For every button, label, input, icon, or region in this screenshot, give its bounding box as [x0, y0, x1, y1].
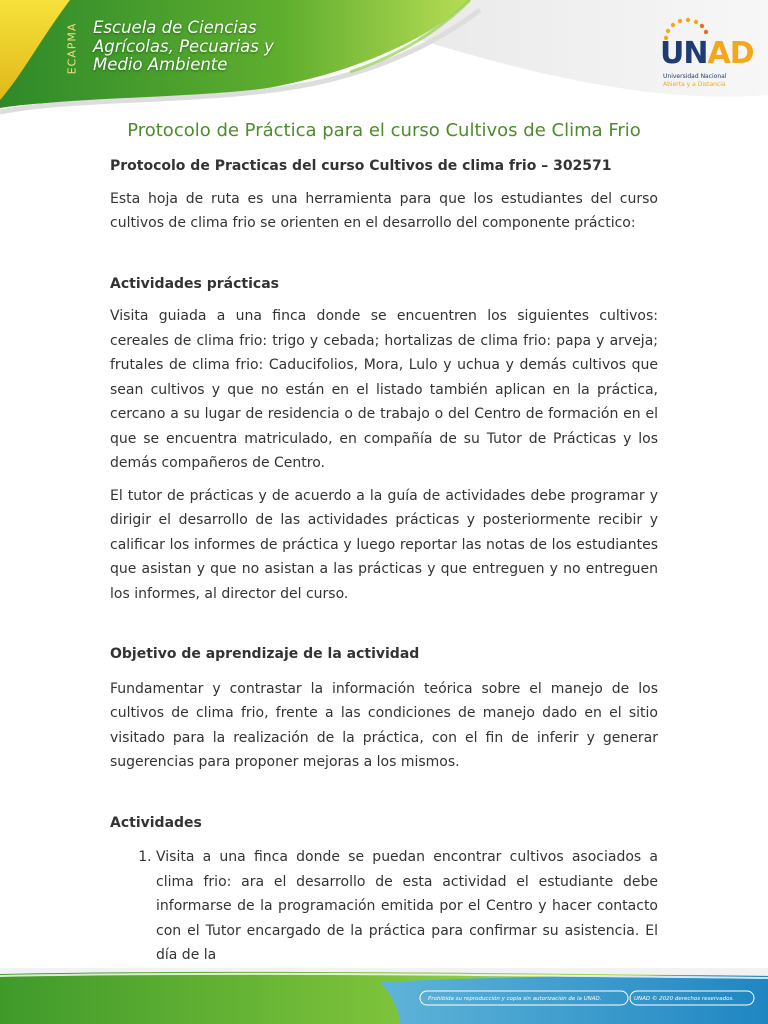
logo-letter-n: N — [683, 36, 708, 71]
footer-note-right: UNAD © 2020 derechos reservados. — [634, 996, 735, 1002]
section-heading-objetivo: Objetivo de aprendizaje de la actividad — [110, 646, 420, 662]
intro-paragraph: Esta hoja de ruta es una herramienta para que los estudiantes del curso cultivos de clima frio se orienten en el desarrollo del componente práctico: — [110, 190, 658, 231]
section-heading-actividades-practicas: Actividades prácticas — [110, 275, 279, 292]
footer-banner-graphic — [0, 960, 768, 1024]
logo-letters-ad: AD — [707, 36, 754, 71]
logo-subtitle-1: Universidad Nacional — [663, 73, 727, 80]
practicas-paragraph-2: El tutor de prácticas y de acuerdo a la guía de actividades debe programar y dirigir el desarrollo de las actividades prácticas y posteriormente recibir y calificar los informes de práctica y luego reportar las notas de los estudiantes que asistan y que no asistan a las prácticas y que entreguen y no entreguen los informes, al director del curso. — [110, 487, 658, 602]
list-item: 1. Visita a una finca donde se puedan encontrar cultivos asociados a clima frio: ara el desarrollo de esta actividad el estudiante debe informarse de la programación emitida por el Centro y hacer contacto con el Tutor encargado de la práctica para confirmar su asistencia. El día de la — [156, 845, 658, 968]
spacer — [110, 775, 658, 811]
logo-subtitle-2: Abierta y a Distancia — [663, 81, 726, 88]
document-subtitle: Protocolo de Practicas del curso Cultivos de clima frio – 302571 — [110, 158, 612, 174]
section-heading-actividades: Actividades — [110, 814, 202, 831]
page-footer — [0, 960, 768, 1024]
objetivo-paragraph: Fundamentar y contrastar la información teórica sobre el manejo de los cultivos de clima frio, frente a las condiciones de manejo dado en el sitio visitado para la realización de la práctica, con el fin de inferir y generar sugerencias para proponer mejoras a los mismos. — [110, 680, 658, 770]
school-line-1: Escuela de Ciencias — [93, 18, 257, 37]
footer-note-left: Prohibida su reproducción y copia sin autorización de la UNAD. — [428, 996, 602, 1002]
school-line-2: Agrícolas, Pecuarias y — [93, 36, 274, 56]
unad-logo — [660, 16, 754, 88]
logo-wordmark — [660, 36, 754, 71]
practicas-paragraph-1: Visita guiada a una finca donde se encuentren los siguientes cultivos: cereales de clima frio: trigo y cebada; hortalizas de clima frio: papa y arveja; frutales de clima frio: Caducifolios, Mora, Lulo y uchua y demás cultivos que sean cultivos y que no están en el listado también aplican en la práctica, cercano a su lugar de residencia o de trabajo o del Centro de formación en el que se encuentra matriculado, en compañía de su Tutor de Prácticas y los demás compañeros de Centro. — [110, 308, 658, 471]
logo-letter-u: U — [660, 36, 684, 71]
school-name — [93, 19, 274, 75]
ecapma-label: ECAPMA — [65, 22, 79, 75]
spacer — [110, 236, 658, 272]
ecapma-badge — [56, 22, 92, 82]
spacer — [110, 606, 658, 642]
document-body — [110, 154, 658, 968]
school-line-3: Medio Ambiente — [93, 55, 228, 74]
activities-list — [110, 845, 658, 968]
document-title: Protocolo de Práctica para el curso Cultivos de Clima Frio — [127, 120, 641, 141]
page-header — [0, 0, 768, 125]
